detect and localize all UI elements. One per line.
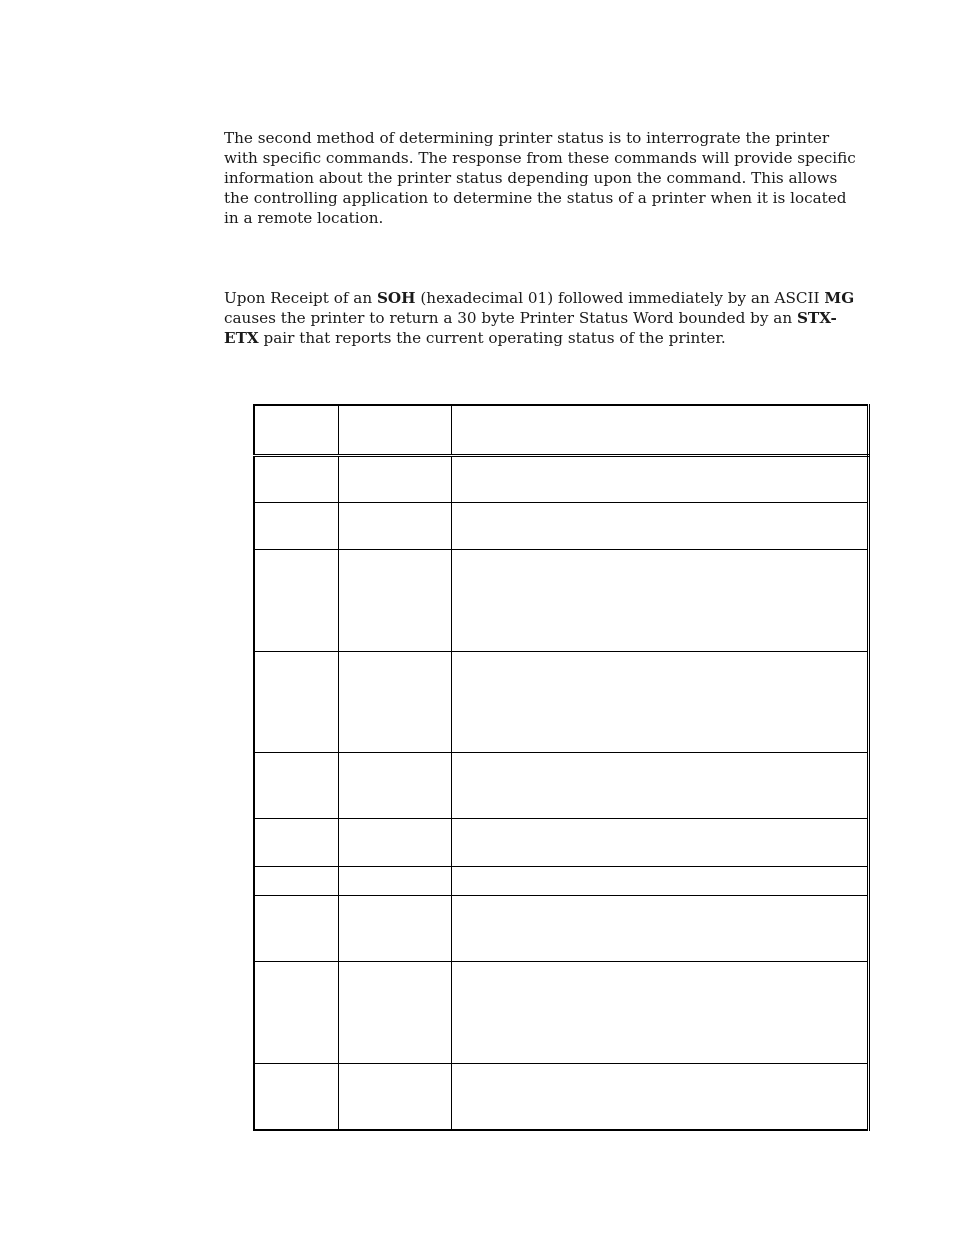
table-cell: [451, 895, 869, 961]
table-cell: [338, 455, 451, 502]
printer-status-table: [253, 404, 870, 1131]
table-cell: [451, 651, 869, 752]
table-cell: [254, 752, 338, 818]
table-row: [254, 549, 869, 651]
table-row: [254, 455, 869, 502]
table-row: [254, 752, 869, 818]
table-cell: [451, 1063, 869, 1130]
table-cell: [254, 818, 338, 866]
table-cell: [338, 549, 451, 651]
table-row: [254, 866, 869, 895]
table-header-row: [254, 405, 869, 455]
table-cell: [338, 866, 451, 895]
table-cell: [254, 895, 338, 961]
table-cell: [451, 961, 869, 1063]
p2-text-1: Upon Receipt of an: [224, 289, 377, 307]
soh-keyword: SOH: [376, 289, 416, 307]
table-cell: [254, 651, 338, 752]
table-cell: [254, 866, 338, 895]
header-cell-1: [254, 405, 338, 455]
stx-etx-keyword: STX-ETX: [224, 309, 837, 347]
table-cell: [451, 866, 869, 895]
table-row: [254, 502, 869, 549]
status-command-paragraph: [224, 288, 864, 348]
table-cell: [338, 651, 451, 752]
table-cell: [254, 549, 338, 651]
header-cell-2: [338, 405, 451, 455]
table-row: [254, 961, 869, 1063]
table-cell: [338, 1063, 451, 1130]
p2-text-2: (hexadecimal 01) followed immediately by an ASCII: [415, 289, 825, 307]
table-row: [254, 895, 869, 961]
table-row: [254, 651, 869, 752]
p2-text-4: pair that reports the current operating status of the printer.: [258, 329, 726, 347]
table-cell: [451, 455, 869, 502]
table-cell: [338, 895, 451, 961]
table-cell: [254, 455, 338, 502]
table-cell: [338, 818, 451, 866]
table-row: [254, 1063, 869, 1130]
intro-paragraph: The second method of determining printer status is to interrograte the printer with specific commands. The response from these commands will provide specific information about the printer status depending upon the command. This allows the controlling application to determine the status of a printer when it is located in a remote location.: [224, 129, 856, 227]
table-cell: [451, 818, 869, 866]
mg-keyword: MG: [824, 289, 855, 307]
table-cell: [254, 1063, 338, 1130]
table-cell: [254, 961, 338, 1063]
p2-text-3: causes the printer to return a 30 byte Printer Status Word bounded by an: [224, 309, 797, 327]
table-cell: [451, 549, 869, 651]
table-cell: [254, 502, 338, 549]
table-cell: [451, 502, 869, 549]
table-cell: [338, 752, 451, 818]
table-row: [254, 818, 869, 866]
header-cell-3: [451, 405, 869, 455]
table-cell: [338, 961, 451, 1063]
table-cell: [338, 502, 451, 549]
table-cell: [451, 752, 869, 818]
